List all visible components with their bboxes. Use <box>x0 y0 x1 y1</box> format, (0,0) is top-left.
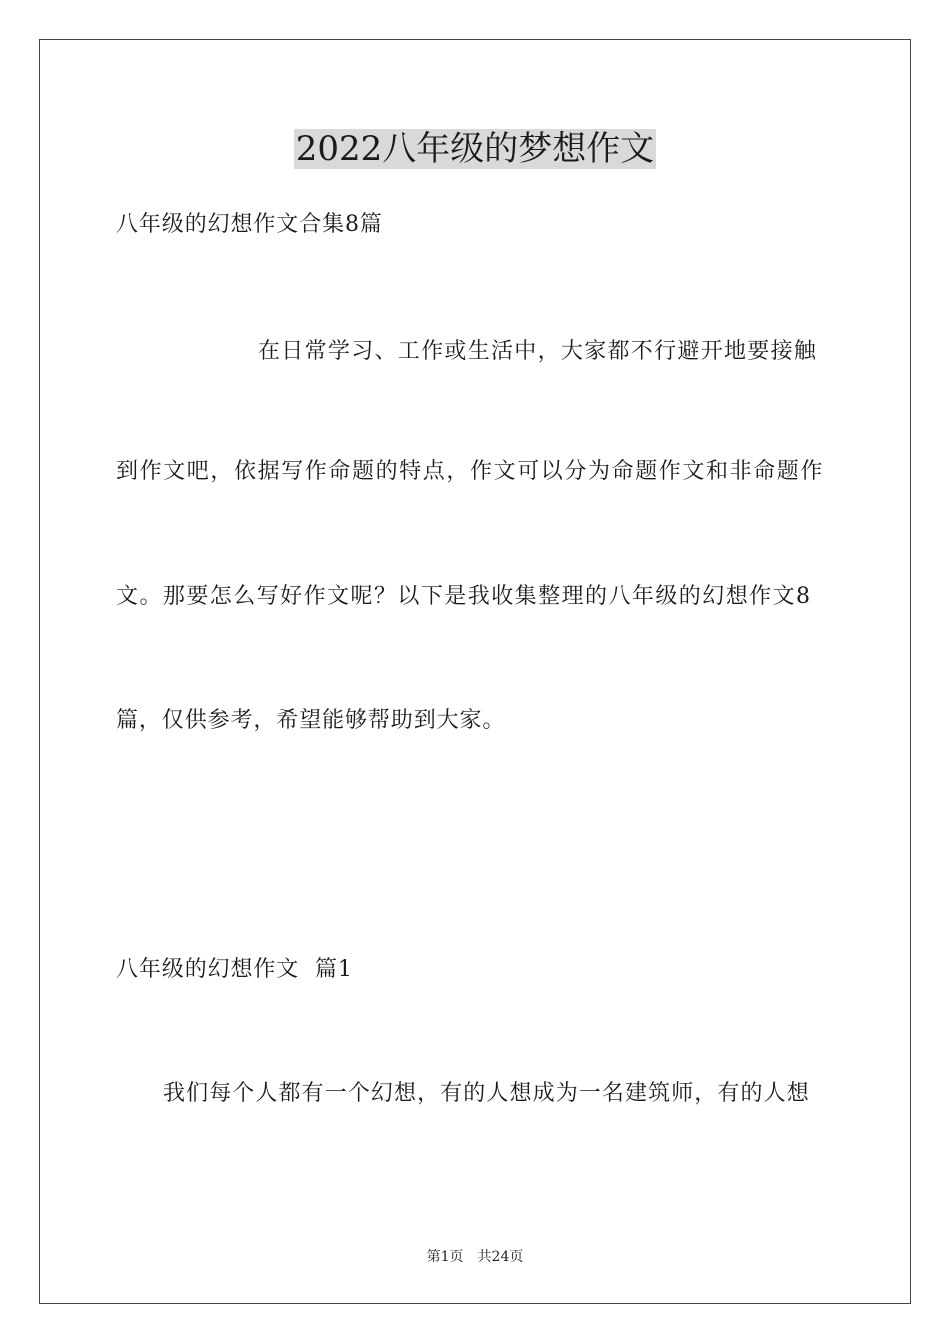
intro-line-4: 篇，仅供参考，希望能够帮助到大家。 <box>116 708 506 733</box>
page-total: 共24页 <box>477 1249 524 1265</box>
page-number: 第1页 <box>426 1249 464 1265</box>
document-title-text: 2022八年级的梦想作文 <box>295 129 655 169</box>
section-line-1: 我们每个人都有一个幻想，有的人想成为一名建筑师，有的人想 <box>163 1081 810 1106</box>
intro-line-3: 文。那要怎么写好作文呢？以下是我收集整理的八年级的幻想作文8 <box>116 584 812 609</box>
document-subtitle: 八年级的幻想作文合集8篇 <box>116 212 383 237</box>
page-footer <box>0 1247 950 1267</box>
document-title <box>0 126 950 172</box>
section-heading: 八年级的幻想作文 篇1 <box>116 957 353 982</box>
intro-line-2: 到作文吧，依据写作命题的特点，作文可以分为命题作文和非命题作 <box>116 459 825 484</box>
intro-line-1: 在日常学习、工作或生活中，大家都不行避开地要接触 <box>258 339 818 364</box>
